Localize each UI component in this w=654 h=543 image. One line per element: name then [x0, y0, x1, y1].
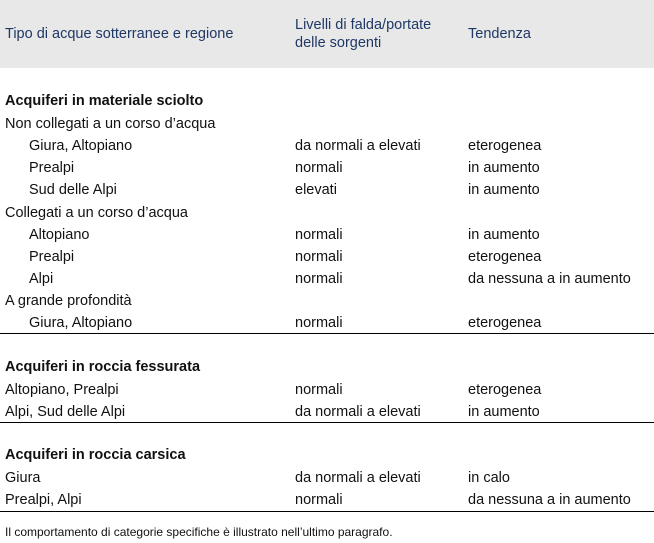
level-cell: normali [295, 382, 343, 398]
section-divider [0, 422, 654, 423]
trend-cell: in aumento [468, 404, 540, 420]
table-row [0, 268, 654, 290]
level-cell: normali [295, 492, 343, 508]
level-cell: normali [295, 227, 343, 243]
level-cell: normali [295, 249, 343, 265]
section-title: Acquiferi in roccia carsica [5, 447, 186, 463]
table-row [0, 224, 654, 246]
region-cell: Altopiano [29, 227, 90, 243]
header-levels: Livelli di falda/portate delle sorgenti [295, 17, 432, 51]
region-cell: Altopiano, Prealpi [5, 382, 119, 398]
subgroup-row [0, 113, 654, 135]
level-cell: normali [295, 160, 343, 176]
section-title: Acquiferi in materiale sciolto [5, 93, 204, 109]
trend-cell: eterogenea [468, 382, 542, 398]
trend-cell: in calo [468, 470, 510, 486]
level-cell: da normali a elevati [295, 138, 421, 154]
header-trend: Tendenza [468, 26, 531, 42]
trend-cell: in aumento [468, 182, 540, 198]
subgroup-label: Collegati a un corso d’acqua [5, 205, 188, 221]
trend-cell: da nessuna a in aumento [468, 492, 631, 508]
region-cell: Giura [5, 470, 41, 486]
region-cell: Prealpi [29, 249, 75, 265]
footnote: Il comportamento di categorie specifiche è illustrato nell’ultimo paragrafo. [5, 525, 393, 539]
region-cell: Alpi [29, 271, 54, 287]
level-cell: normali [295, 271, 343, 287]
trend-cell: da nessuna a in aumento [468, 271, 631, 287]
table-row [0, 135, 654, 157]
table-row [0, 467, 654, 489]
level-cell: elevati [295, 182, 337, 198]
table-row [0, 246, 654, 268]
trend-cell: in aumento [468, 160, 540, 176]
region-cell: Prealpi, Alpi [5, 492, 82, 508]
region-cell: Sud delle Alpi [29, 182, 117, 198]
subgroup-label: A grande profondità [5, 293, 132, 309]
section-title-row [0, 356, 654, 378]
table-row [0, 379, 654, 401]
table-header [0, 0, 654, 68]
subgroup-label: Non collegati a un corso d’acqua [5, 116, 216, 132]
table-bottom-rule [0, 511, 654, 512]
header-region: Tipo di acque sotterranee e regione [5, 26, 234, 42]
table-row [0, 401, 654, 423]
table-row [0, 179, 654, 201]
region-cell: Prealpi [29, 160, 75, 176]
trend-cell: eterogenea [468, 138, 542, 154]
level-cell: da normali a elevati [295, 404, 421, 420]
section-title: Acquiferi in roccia fessurata [5, 359, 201, 375]
trend-cell: in aumento [468, 227, 540, 243]
region-cell: Alpi, Sud delle Alpi [5, 404, 126, 420]
table-row [0, 157, 654, 179]
level-cell: normali [295, 315, 343, 331]
table-row [0, 312, 654, 334]
trend-cell: eterogenea [468, 249, 542, 265]
trend-cell: eterogenea [468, 315, 542, 331]
subgroup-row [0, 290, 654, 312]
region-cell: Giura, Altopiano [29, 138, 133, 154]
table-row [0, 489, 654, 511]
section-title-row [0, 444, 654, 466]
subgroup-row [0, 202, 654, 224]
section-divider [0, 333, 654, 334]
section-title-row [0, 90, 654, 112]
region-cell: Giura, Altopiano [29, 315, 133, 331]
level-cell: da normali a elevati [295, 470, 421, 486]
